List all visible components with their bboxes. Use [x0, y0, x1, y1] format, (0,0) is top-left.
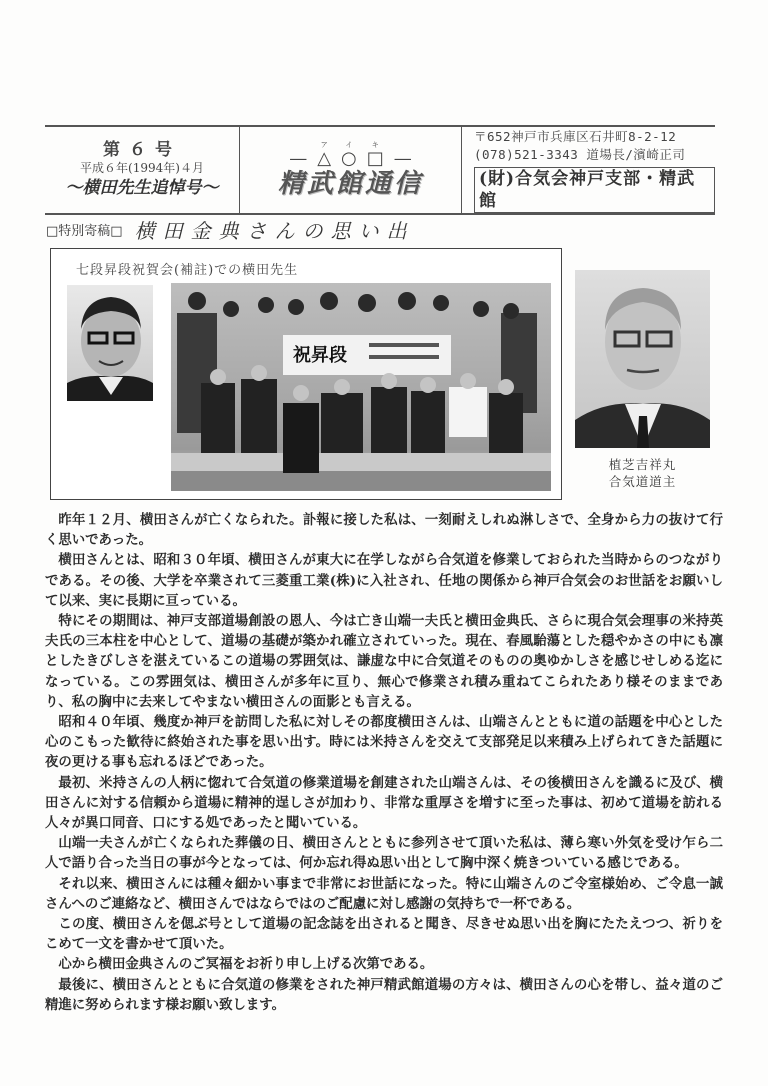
circle-ruby: イ [345, 141, 353, 149]
paragraph: 特にその期間は、神戸支部道場創設の恩人、今は亡き山端一夫氏と横田金典氏、さらに現合気会理事の米持英夫氏の三本柱を中心として、道場の基礎が築かれ確立されていった。現在、春風駘蕩とした穏やかさの中にも凛としたきびしさを湛えているこの道場の雰囲気は、謙虚な中に合気道そのものの奥ゆかしさを感じせしめる迄になっている。この雰囲気は、横田さんが多年に亘り、無心で修業され積み重ねてこられたあり様そのままであり、私の胸中に去来してやまない横田さんの面影とも言える。 [45, 613, 723, 710]
photo-panel [50, 248, 562, 500]
portrait-name: 植芝吉祥丸 [608, 457, 677, 472]
dash-right: — [393, 148, 412, 169]
organization-name: (財)合気会神戸支部・精武館 [474, 167, 715, 213]
photo-caption: 七段昇段祝賀会(補註)での横田先生 [76, 263, 299, 278]
square-ruby: キ [371, 141, 379, 149]
yokota-portrait-photo [67, 285, 153, 401]
group-photo [171, 283, 551, 491]
issue-number: 第６号 [103, 140, 181, 160]
paragraph: この度、横田さんを偲ぶ号として道場の記念誌を出されると聞き、尽きせぬ思い出を胸にたたえつつ、祈りをこめて一文を書かせて頂いた。 [45, 916, 723, 953]
portrait-caption [575, 456, 710, 490]
masthead [45, 125, 715, 215]
contact-block [462, 127, 715, 213]
issue-info [45, 127, 240, 213]
portrait-title: 合気道道主 [608, 474, 677, 489]
issue-date: 平成６年(1994年)４月 [80, 161, 204, 175]
paragraph: 昭和４０年頃、幾度か神戸を訪問した私に対しその都度横田さんは、山端さんとともに道の話題を中心とした心のこもった歓待に終始された事を思い出す。時には米持さんを交えて支部発足以来積み上げられてきた話題に夜の更ける事も忘れるほどであった。 [45, 714, 723, 771]
paragraph: 昨年１２月、横田さんが亡くなられた。訃報に接した私は、一刻耐えしれぬ淋しさで、全身から力の抜けて行く思いであった。 [45, 512, 723, 549]
circle-icon: ○ [341, 148, 357, 169]
paragraph: 横田さんとは、昭和３０年頃、横田さんが東大に在学しながら合気道を修業しておられた当時からのつながりである。その後、大学を卒業されて三菱重工業(株)に入社され、任地の関係から神戸合気会のお世話をお願いして以来、実に長期に亘っている。 [45, 552, 723, 609]
article-heading [46, 215, 415, 244]
article-title: 横田金典さんの思い出 [134, 219, 415, 243]
aiki-symbols [289, 141, 412, 169]
paragraph: それ以来、横田さんには種々細かい事まで非常にお世話になった。特に山端さんのご令室様始め、ご令息一誠さんへのご連絡など、横田さんではならではのご配慮に対し感謝の気持ちで一杯である。 [45, 875, 723, 912]
paragraph: 最後に、横田さんとともに合気道の修業をされた神戸精武館道場の方々は、横田さんの心を帯し、益々道のご精進に努められます様お願い致します。 [45, 976, 723, 1013]
publication-title-block [240, 127, 462, 213]
phone-and-director: (078)521-3343 道場長/濱崎正司 [474, 146, 686, 162]
portrait-figure-icon [575, 270, 710, 448]
article-tag: □特別寄稿□ [46, 224, 123, 239]
group-people-icon [171, 283, 551, 491]
address: 〒652神戸市兵庫区石井町8-2-12 [474, 128, 677, 144]
triangle-symbol [317, 141, 331, 169]
dash-left: — [289, 148, 308, 169]
paragraph: 心から横田金典さんのご冥福をお祈り申し上げる次第である。 [58, 956, 434, 973]
triangle-ruby: ア [320, 141, 328, 149]
circle-symbol [341, 141, 357, 169]
square-icon: □ [366, 148, 384, 169]
issue-special-title: ～横田先生追悼号～ [65, 178, 219, 198]
publication-title: 精武館通信 [277, 169, 423, 199]
banner-text: 祝昇段 [293, 345, 347, 366]
paragraph: 山端一夫さんが亡くなられた葬儀の日、横田さんとともに参列させて頂いた私は、薄ら寒い外気を受け乍ら二人で語り合った当日の事が今となっては、何か忘れ得ぬ思い出として胸中深く焼きついている感じである。 [45, 835, 723, 872]
portrait-figure-icon [67, 285, 153, 401]
paragraph: 最初、米持さんの人柄に惚れて合気道の修業道場を創建された山端さんは、その後横田さんを識るに及び、横田さんに対する信頼から道場に精神的逞しさが加わり、非常な重厚さを増すに至った事は、初めて道場を訪れる人々が異口同音、口にする処であったと聞いている。 [45, 774, 723, 832]
article-body [45, 510, 723, 1015]
ueshiba-portrait-photo [575, 270, 710, 448]
triangle-icon: △ [317, 148, 332, 169]
square-symbol [367, 141, 384, 169]
